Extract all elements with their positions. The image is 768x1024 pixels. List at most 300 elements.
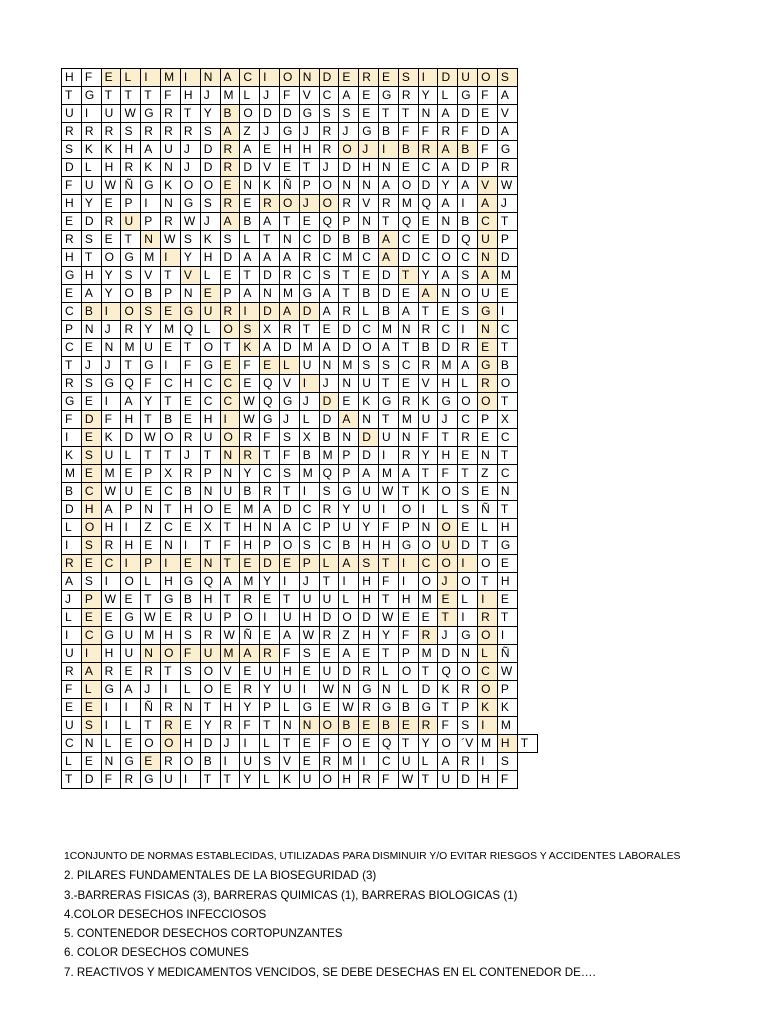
grid-cell: F [418,123,438,141]
grid-cell: T [398,483,418,501]
grid-cell: D [200,159,220,177]
grid-cell: R [81,123,101,141]
clue-1: 1CONJUNTO DE NORMAS ESTABLECIDAS, UTILIZADAS PARA DISMINUIR Y/O EVITAR RIESGOS Y ACCIDENTES LABORALES [64,851,681,862]
grid-cell: D [418,177,438,195]
grid-cell: N [279,231,299,249]
grid-cell: N [319,357,339,375]
grid-cell: I [101,717,121,735]
grid-cell: I [101,573,121,591]
grid-cell: P [398,645,418,663]
grid-cell: R [101,537,121,555]
grid-cell: R [220,195,240,213]
grid-cell: O [279,69,299,87]
grid-cell: M [299,339,319,357]
grid-cell: Y [141,393,161,411]
grid-cell: D [458,159,478,177]
grid-cell: M [220,645,240,663]
grid-cell: A [458,357,478,375]
grid-cell: Y [141,321,161,339]
grid-row [62,123,538,141]
grid-cell: N [359,213,379,231]
grid-cell: I [101,393,121,411]
grid-cell: G [398,537,418,555]
grid-cell: G [359,681,379,699]
grid-cell: D [279,501,299,519]
word-search-grid [61,68,538,789]
grid-cell: A [438,141,458,159]
grid-cell: C [62,303,82,321]
grid-cell: N [279,717,299,735]
grid-cell: C [319,249,339,267]
grid-cell: L [200,321,220,339]
grid-cell: E [220,501,240,519]
grid-cell: L [279,357,299,375]
grid-cell: C [260,465,280,483]
grid-cell: E [200,285,220,303]
grid-cell: H [62,195,82,213]
grid-cell: O [200,177,220,195]
grid-cell: S [81,375,101,393]
grid-cell: A [240,285,260,303]
grid-cell: P [398,519,418,537]
grid-cell: O [478,627,498,645]
grid-cell: G [180,573,200,591]
grid-cell: X [299,429,319,447]
grid-cell: N [161,195,181,213]
grid-cell: H [279,663,299,681]
grid-cell: W [101,177,121,195]
grid-cell: H [121,141,141,159]
grid-cell: S [339,105,359,123]
grid-cell: I [497,303,517,321]
grid-cell: N [478,447,498,465]
grid-cell: J [180,447,200,465]
grid-cell: T [497,339,517,357]
grid-cell: Y [240,465,260,483]
grid-cell: C [299,267,319,285]
grid-cell: E [299,753,319,771]
clue-7: 7. REACTIVOS Y MEDICAMENTOS VENCIDOS, SE DEBE DESECHAS EN EL CONTENEDOR DE…. [64,965,596,979]
grid-cell: V [478,177,498,195]
grid-cell: H [62,249,82,267]
grid-cell: P [299,177,319,195]
grid-cell: N [180,699,200,717]
grid-row [62,393,538,411]
grid-cell: H [101,519,121,537]
grid-cell: E [240,375,260,393]
grid-cell: N [339,681,359,699]
grid-cell: U [121,213,141,231]
grid-cell: P [478,159,498,177]
grid-cell: S [81,447,101,465]
grid-cell: I [101,303,121,321]
grid-cell: K [81,141,101,159]
grid-cell: S [497,69,517,87]
grid-cell: W [101,483,121,501]
grid-cell: L [240,87,260,105]
grid-cell: E [101,609,121,627]
grid-cell: I [101,699,121,717]
grid-cell: T [161,663,181,681]
grid-cell: E [478,483,498,501]
grid-cell: T [260,231,280,249]
grid-cell: G [279,393,299,411]
grid-cell: T [220,591,240,609]
grid-cell: N [260,519,280,537]
grid-cell: H [200,249,220,267]
grid-cell: H [497,573,517,591]
grid-cell: W [299,627,319,645]
grid-cell: E [299,663,319,681]
grid-cell: E [359,87,379,105]
grid-cell: A [497,123,517,141]
grid-row [62,267,538,285]
grid-cell: A [438,195,458,213]
grid-cell: E [180,555,200,573]
grid-cell: T [379,555,399,573]
grid-cell: D [260,555,280,573]
grid-cell: O [398,663,418,681]
grid-cell: M [339,753,359,771]
grid-cell: G [299,105,319,123]
grid-cell: Ñ [478,501,498,519]
grid-row [62,339,538,357]
grid-cell: R [220,717,240,735]
grid-cell: O [438,735,458,753]
grid-cell: I [161,681,181,699]
grid-cell: N [141,501,161,519]
grid-cell: L [398,681,418,699]
grid-cell: S [299,645,319,663]
grid-cell: J [220,735,240,753]
grid-row [62,411,538,429]
grid-cell: W [141,609,161,627]
grid-cell: U [200,645,220,663]
grid-cell: D [438,339,458,357]
grid-cell: T [260,717,280,735]
grid-cell: B [359,285,379,303]
grid-cell: S [319,105,339,123]
grid-cell: P [339,465,359,483]
grid-cell: J [81,357,101,375]
grid-cell: K [418,393,438,411]
grid-cell: U [260,663,280,681]
grid-cell: K [161,177,181,195]
grid-cell: D [260,267,280,285]
grid-cell: R [161,105,181,123]
grid-cell: L [438,87,458,105]
grid-cell: L [62,753,82,771]
grid-cell: G [458,87,478,105]
grid-cell: A [260,249,280,267]
grid-cell: R [200,627,220,645]
grid-cell: D [200,735,220,753]
grid-cell: R [220,141,240,159]
grid-cell: Y [200,105,220,123]
grid-cell: U [319,591,339,609]
grid-cell: F [478,141,498,159]
grid-cell: N [260,285,280,303]
grid-cell: U [121,627,141,645]
grid-cell: G [458,627,478,645]
grid-cell: B [398,699,418,717]
grid-cell: R [260,195,280,213]
grid-cell: Y [379,627,399,645]
grid-cell: F [101,411,121,429]
grid-cell: A [398,465,418,483]
grid-cell: C [62,735,82,753]
grid-cell: N [200,483,220,501]
grid-cell: T [161,393,181,411]
grid-cell: I [161,249,181,267]
grid-cell: E [299,735,319,753]
grid-cell: Q [458,231,478,249]
grid-cell: O [101,249,121,267]
grid-cell: R [339,303,359,321]
grid-cell: H [200,591,220,609]
grid-cell: A [438,267,458,285]
grid-cell: E [220,267,240,285]
grid-cell: M [478,735,498,753]
grid-cell: W [497,663,517,681]
grid-cell: B [299,447,319,465]
grid-cell: G [497,537,517,555]
grid-cell: A [240,141,260,159]
grid-row [62,447,538,465]
grid-cell: J [438,627,458,645]
grid-cell: J [299,195,319,213]
grid-cell: H [478,771,498,789]
grid-cell: E [458,447,478,465]
grid-cell: P [141,465,161,483]
grid-cell: W [121,105,141,123]
grid-cell: M [299,465,319,483]
grid-cell: P [141,213,161,231]
grid-cell: I [478,717,498,735]
grid-cell: U [379,429,399,447]
grid-cell: R [478,375,498,393]
grid-cell: Ñ [121,177,141,195]
grid-cell: H [240,537,260,555]
grid-cell: M [418,591,438,609]
grid-cell: A [438,105,458,123]
grid-cell: A [260,339,280,357]
grid-row [62,195,538,213]
grid-cell: P [339,213,359,231]
grid-cell: F [101,771,121,789]
grid-cell: O [438,555,458,573]
grid-cell: E [398,717,418,735]
grid-cell: C [359,321,379,339]
grid-cell: O [220,429,240,447]
grid-cell: P [260,537,280,555]
grid-cell: E [161,609,181,627]
grid-cell: A [458,177,478,195]
grid-cell: T [497,213,517,231]
grid-row [62,681,538,699]
grid-cell: E [161,303,181,321]
grid-cell: L [180,681,200,699]
grid-cell: Y [260,681,280,699]
grid-cell: E [260,357,280,375]
grid-cell: V [260,159,280,177]
grid-cell: N [398,321,418,339]
grid-cell: N [200,69,220,87]
grid-cell: C [299,231,319,249]
grid-cell: T [279,483,299,501]
grid-cell: D [478,123,498,141]
grid-cell: J [101,321,121,339]
grid-cell: S [458,267,478,285]
grid-cell: B [339,717,359,735]
grid-cell: O [458,663,478,681]
grid-cell: H [200,411,220,429]
grid-row [62,177,538,195]
grid-cell: A [359,465,379,483]
grid-cell: F [62,177,82,195]
clue-list [64,847,764,982]
grid-cell: B [240,213,260,231]
grid-cell: T [497,393,517,411]
grid-cell: G [299,699,319,717]
grid-cell: M [398,195,418,213]
grid-cell: M [497,717,517,735]
grid-cell: A [478,195,498,213]
grid-cell: H [180,501,200,519]
grid-cell: U [398,753,418,771]
grid-cell: R [319,627,339,645]
grid-cell: F [141,375,161,393]
grid-cell: K [101,429,121,447]
grid-cell: O [220,321,240,339]
grid-cell: H [359,591,379,609]
grid-cell: K [260,177,280,195]
grid-cell: D [319,411,339,429]
grid-cell: C [458,411,478,429]
grid-cell: O [279,537,299,555]
grid-cell: P [141,555,161,573]
grid-cell: H [299,609,319,627]
grid-cell: E [220,177,240,195]
grid-cell: A [62,573,82,591]
grid-cell: A [398,303,418,321]
grid-cell: R [121,771,141,789]
grid-cell: H [339,771,359,789]
grid-cell: Y [438,177,458,195]
grid-cell: R [141,663,161,681]
grid-cell: T [220,519,240,537]
clue-3: 3.-BARRERAS FISICAS (3), BARRERAS QUIMICAS (1), BARRERAS BIOLOGICAS (1) [64,888,518,902]
grid-cell: E [398,285,418,303]
grid-cell: P [161,285,181,303]
grid-cell: D [260,303,280,321]
grid-cell: C [478,213,498,231]
grid-cell: Y [101,285,121,303]
grid-cell: N [359,177,379,195]
grid-cell: B [81,303,101,321]
grid-cell: L [279,699,299,717]
grid-cell: T [81,249,101,267]
grid-cell: T [141,87,161,105]
grid-cell: T [418,771,438,789]
grid-cell: I [379,141,399,159]
grid-cell: M [497,267,517,285]
grid-cell: S [458,483,478,501]
grid-cell: R [240,429,260,447]
grid-cell: N [339,429,359,447]
grid-cell: I [339,573,359,591]
grid-cell: B [339,537,359,555]
grid-cell: G [418,699,438,717]
grid-cell: D [319,231,339,249]
grid-cell: G [62,393,82,411]
grid-cell: I [299,375,319,393]
grid-cell: C [458,249,478,267]
grid-cell: C [319,87,339,105]
grid-cell: C [418,249,438,267]
grid-cell: I [81,105,101,123]
grid-cell: L [458,591,478,609]
grid-cell: I [418,69,438,87]
grid-cell: N [200,555,220,573]
grid-cell: Q [180,321,200,339]
grid-cell: B [319,429,339,447]
grid-cell: M [141,249,161,267]
grid-cell: G [121,249,141,267]
grid-cell: U [101,447,121,465]
grid-cell: I [418,501,438,519]
grid-row [62,141,538,159]
grid-cell: I [478,591,498,609]
grid-cell: T [101,87,121,105]
grid-cell: S [319,483,339,501]
grid-cell: M [161,69,181,87]
grid-cell: E [121,663,141,681]
grid-cell: F [81,69,101,87]
grid-cell: Y [180,249,200,267]
grid-cell: E [121,735,141,753]
grid-cell: T [398,339,418,357]
grid-cell: E [240,195,260,213]
grid-row [62,249,538,267]
grid-cell: H [438,447,458,465]
grid-cell: D [398,249,418,267]
grid-cell: G [497,141,517,159]
grid-cell: H [81,501,101,519]
grid-cell: D [438,69,458,87]
grid-cell: R [62,663,82,681]
grid-cell: G [180,303,200,321]
grid-cell: M [379,465,399,483]
grid-cell: R [161,717,181,735]
grid-cell: O [438,249,458,267]
grid-cell: N [180,285,200,303]
grid-cell: E [101,231,121,249]
grid-cell: H [359,627,379,645]
grid-cell: A [279,303,299,321]
grid-row [62,717,538,735]
grid-cell: N [458,645,478,663]
grid-cell: T [438,429,458,447]
grid-row [62,429,538,447]
grid-cell: O [478,393,498,411]
grid-cell: U [220,483,240,501]
grid-cell: U [161,771,181,789]
grid-cell: R [101,213,121,231]
grid-cell: J [497,195,517,213]
grid-cell: D [260,105,280,123]
grid-cell: E [398,609,418,627]
